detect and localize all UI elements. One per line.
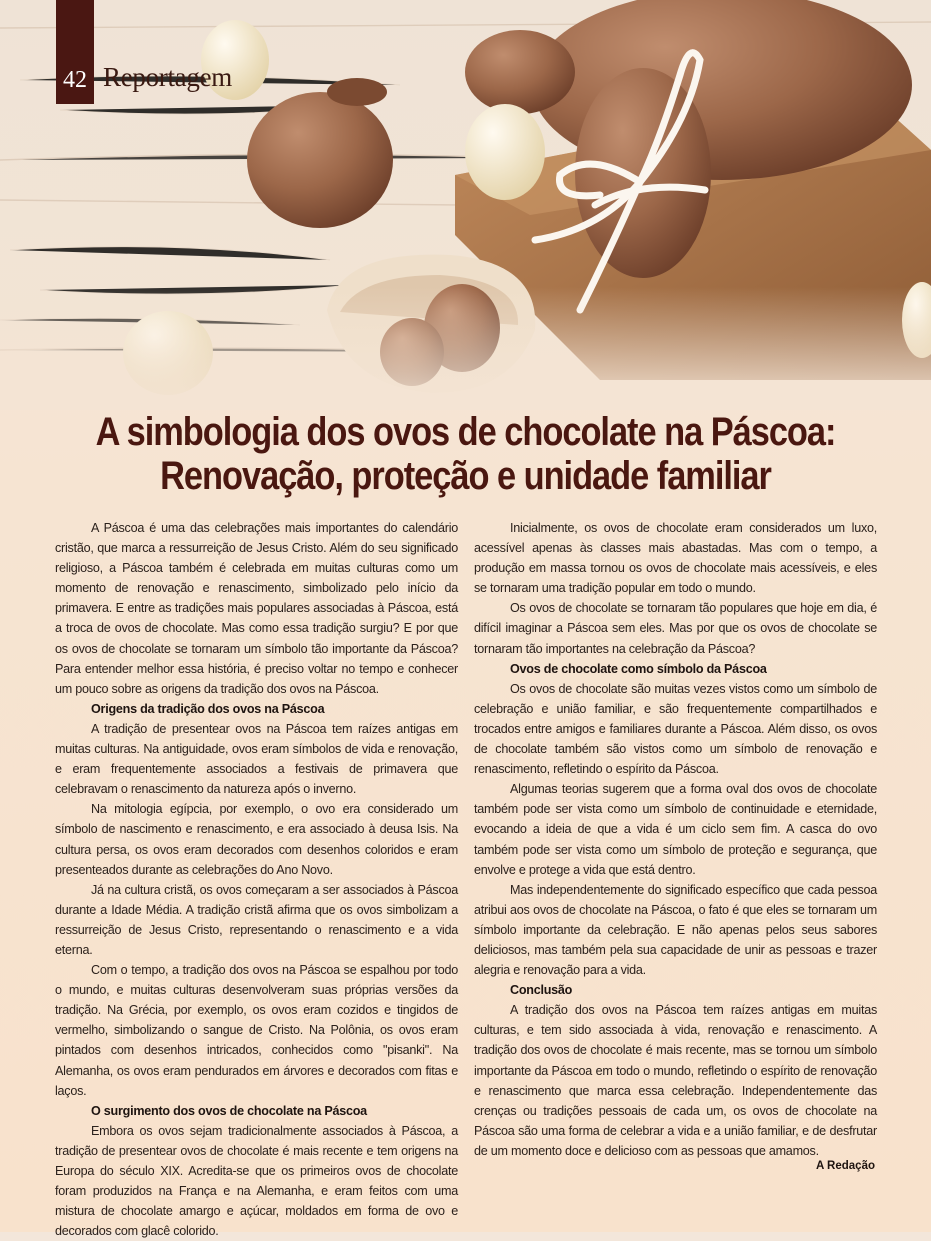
paragraph: Os ovos de chocolate se tornaram tão populares que hoje em dia, é difícil imaginar a Páscoa sem eles. Mas por que os ovos de chocolate se tornaram tão importantes na celebração da Páscoa?	[474, 601, 877, 656]
article-title	[91, 410, 840, 498]
page-number: 42	[56, 0, 94, 104]
paragraph: Mas independentemente do significado específico que cada pessoa atribui aos ovos de chocolate na Páscoa, o fato é que eles se tornaram um símbolo importante da celebração. E não apenas pelos seus sabores deliciosos, mas também pela sua capacidade de unir as pessoas e trazer alegria e renovação para a vida.	[474, 882, 877, 978]
paragraph: Na mitologia egípcia, por exemplo, o ovo era considerado um símbolo de nascimento e renascimento, e era associado à deusa Isis. Na cultura persa, os ovos eram decorados com desenhos coloridos e eram presenteados durante as celebrações do Ano Novo.	[55, 802, 458, 877]
paragraph: A Páscoa é uma das celebrações mais importantes do calendário cristão, que marca a ressurreição de Jesus Cristo. Além do seu significado religioso, a Páscoa também é celebrada em muitas culturas como um momento de renovação e renascimento, simbolizado pelo início da primavera. E entre as tradições mais populares associadas à Páscoa, está a troca de ovos de chocolate. Mas como essa tradição surgiu? E por que os ovos de chocolate se tornaram um símbolo tão importante da Páscoa? Para entender melhor essa história, é preciso voltar no tempo e conhecer um pouco sobre as origens da tradição dos ovos na Páscoa.	[55, 521, 458, 696]
paragraph: A tradição dos ovos na Páscoa tem raízes antigas em muitas culturas, e tem sido associada à vida, renovação e renascimento. A tradição dos ovos de chocolate é mais recente, mas se tornou um símbolo importante da Páscoa em todo o mundo, refletindo o espírito de renovação e renascimento que marca essa celebração. Independentemente das crenças ou tradições pessoais de cada um, os ovos de chocolate na Páscoa são uma forma de celebrar a vida e a união familiar, e de desfrutar de um momento doce e delicioso com as pessoas que amamos.	[474, 1003, 877, 1158]
paragraph: Algumas teorias sugerem que a forma oval dos ovos de chocolate também pode ser vista como um símbolo de continuidade e eternidade, evocando a ideia de que a vida é um ciclo sem fim. A casca do ovo também pode ser vista como um símbolo de proteção e segurança, que envolve e protege a vida que está dentro.	[474, 782, 877, 877]
paragraph: Já na cultura cristã, os ovos começaram a ser associados à Páscoa durante a Idade Média. A tradição cristã afirma que os ovos simbolizam a ressurreição de Jesus Cristo, representando o renascimento e a vida eterna.	[55, 882, 458, 957]
section-title: Reportagem	[103, 62, 232, 92]
article-title-line-1: A simbologia dos ovos de chocolate na Páscoa:	[95, 410, 836, 454]
left-column	[55, 518, 458, 1241]
paragraph: Com o tempo, a tradição dos ovos na Páscoa se espalhou por todo o mundo, e muitas culturas desenvolveram suas próprias versões da tradição. Na Grécia, por exemplo, os ovos eram cozidos e tingidos de vermelho, simbolizando o sangue de Cristo. Na Polônia, os ovos eram pintados com desenhos intricados, conhecidos como "pisanki". Na Alemanha, os ovos eram pendurados em árvores e decorados com fitas e laços.	[55, 963, 458, 1098]
article-title-line-2: Renovação, proteção e unidade familiar	[160, 454, 771, 498]
subheading: Ovos de chocolate como símbolo da Páscoa	[510, 661, 767, 676]
paragraph: A tradição de presentear ovos na Páscoa tem raízes antigas em muitas culturas. Na antiguidade, ovos eram símbolos de vida e renovação, e eram frequentemente associados a festivais de primavera que celebravam o renascimento da natureza após o inverno.	[55, 721, 458, 797]
subheading: Conclusão	[510, 983, 573, 998]
author-signature: A Redação	[815, 1160, 875, 1172]
subheading: Origens da tradição dos ovos na Páscoa	[91, 701, 325, 716]
right-column	[474, 518, 877, 1161]
subheading: O surgimento dos ovos de chocolate na Páscoa	[91, 1103, 367, 1118]
paragraph: Os ovos de chocolate são muitas vezes vistos como um símbolo de celebração e união familiar, e são frequentemente compartilhados e trocados entre amigos e familiares durante a Páscoa. Além disso, os ovos de chocolate também são vistos como um símbolo de renovação e renascimento, refletindo o espírito da Páscoa.	[474, 681, 877, 777]
paragraph: Inicialmente, os ovos de chocolate eram considerados um luxo, acessível apenas às classes mais abastadas. Mas com o tempo, a produção em massa tornou os ovos de chocolate mais acessíveis, e eles se tornaram uma tradição popular em todo o mundo.	[474, 521, 877, 596]
paragraph: Embora os ovos sejam tradicionalmente associados à Páscoa, a tradição de presentear ovos de chocolate é mais recente e tem origens na Europa do século XIX. Acredita-se que os primeiros ovos de chocolate foram produzidos na França e na Alemanha, e eram feitos com uma mistura de chocolate amargo e açúcar, moldados em forma de ovo e decorados com glacê colorido.	[55, 1123, 458, 1239]
